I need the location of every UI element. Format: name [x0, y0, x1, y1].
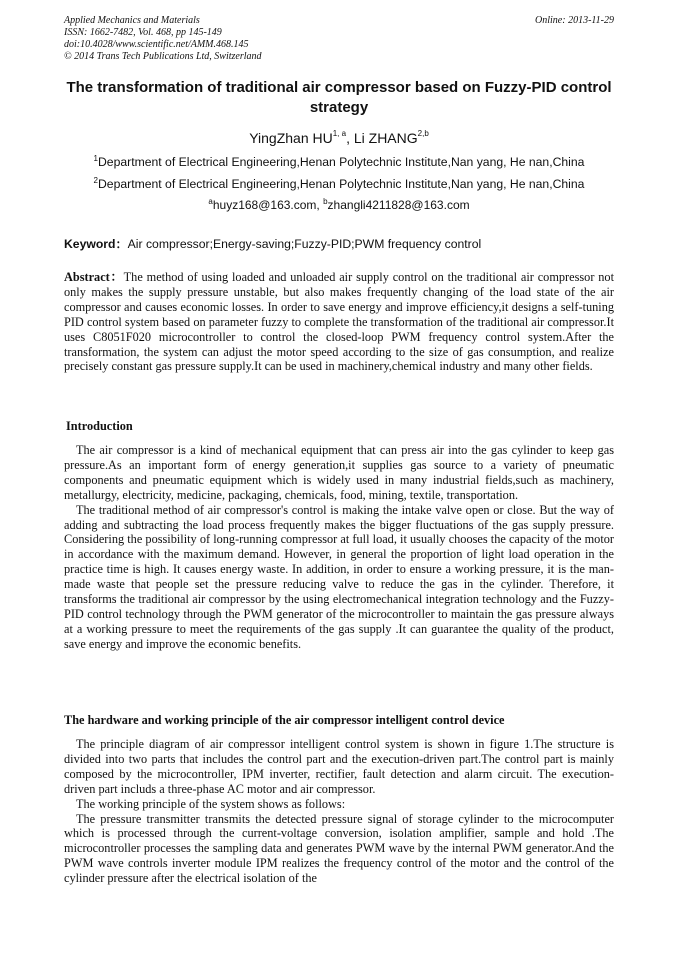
affiliation-1-text: Department of Electrical Engineering,Henan Polytechnic Institute,Nan yang, He nan,China	[98, 155, 585, 169]
affiliation-1	[64, 155, 614, 169]
abstract	[64, 270, 614, 374]
hardware-paragraph-3: The pressure transmitter transmits the detected pressure signal of storage cylinder to the microcomputer which is processed through the current-voltage conversion, isolation amplifier, sample and hold .The microcontroller processes the sampling data and generates PWM wave by the internal PWM generator.And the PWM wave controls inverter module IPM realizes the frequency control of the motor and the control of the cylinder pressure after the electrical isolation of the	[64, 811, 614, 886]
affiliation-2-num: 2	[93, 176, 98, 185]
hardware-body	[64, 737, 614, 886]
abstract-label: Abstract：	[64, 270, 124, 284]
keywords-text: Air compressor;Energy-saving;Fuzzy-PID;PWM frequency control	[127, 237, 482, 251]
email-b[interactable]: zhangli4211828@163.com	[327, 198, 470, 212]
introduction-heading: Introduction	[66, 419, 133, 433]
intro-paragraph-1: The air compressor is a kind of mechanical equipment that can press air into the gas cylinder to keep gas pressure.As an important form of energy generation,it supplies gas source to a variety of pneumatic components and pneumatic equipment which is widely used in many industrial fields,such as machinery, metallurgy, electricity, medicine, packaging, chemicals, food, mining, textile, transportation.	[64, 443, 614, 502]
journal-info	[64, 15, 262, 63]
online-date: Online: 2013-11-29	[535, 15, 614, 26]
journal-name: Applied Mechanics and Materials	[64, 15, 200, 26]
author-separator: ,	[346, 130, 354, 146]
hardware-heading: The hardware and working principle of the air compressor intelligent control device	[64, 713, 505, 727]
author-2-name: Li ZHANG	[353, 130, 418, 146]
journal-doi[interactable]: doi:10.4028/www.scientific.net/AMM.468.145	[64, 39, 249, 50]
journal-copyright: © 2014 Trans Tech Publications Ltd, Switzerland	[64, 51, 262, 62]
affiliation-2	[64, 177, 614, 191]
paper-title: The transformation of traditional air compressor based on Fuzzy-PID control strategy	[66, 79, 612, 116]
author-line	[64, 130, 614, 146]
email-separator: ,	[316, 198, 324, 212]
introduction-body	[64, 443, 614, 652]
affiliation-2-text: Department of Electrical Engineering,Henan Polytechnic Institute,Nan yang, He nan,China	[98, 177, 585, 191]
keywords-label: Keyword：	[64, 237, 128, 251]
email-b-sup: b	[323, 197, 328, 206]
email-a-sup: a	[208, 197, 213, 206]
email-a[interactable]: huyz168@163.com	[212, 198, 317, 212]
abstract-text: The method of using loaded and unloaded air supply control on the traditional air compressor not only makes the supply pressure unstable, but also makes frequently changing of the load state of the air compressor and causes economic losses. In order to save energy and improve efficiency,it designs a self-tuning PID control system based on parameter fuzzy to complete the transformation of the traditional air compressor.It uses C8051F020 microcontroller to control the closed-loop PWM frequency control system.After the transformation, the system can adjust the motor speed according to the size of gas consumption, and realize precisely constant gas pressure supply.It can be used in machinery,chemical industry and many other fields.	[64, 270, 614, 374]
author-1-sup: 1, a	[332, 129, 347, 138]
keywords	[64, 235, 481, 252]
journal-issn: ISSN: 1662-7482, Vol. 468, pp 145-149	[64, 27, 222, 38]
abstract-paragraph	[64, 270, 614, 374]
author-1-name: YingZhan HU	[249, 130, 333, 146]
hardware-paragraph-1: The principle diagram of air compressor intelligent control system is shown in figure 1.The structure is divided into two parts that includes the control part and the execution-driven part.The control part is mainly composed by the microcontroller, IPM inverter, rectifier, fault detection and alarm circuit. The execution-driven part includs a three-phase AC motor and air compressor.	[64, 737, 614, 796]
intro-paragraph-2: The traditional method of air compressor's control is making the intake valve open or close. But the way of adding and subtracting the load process frequently makes the bigger fluctuations of the gas supply pressure. Considering the possibility of long-running compressor at full load, it usually chooses the capacity of the motor in accordance with the maximum demand. However, in general the proportion of light load operation in the practice time is high. It causes energy waste. In addition, in order to ensure a working pressure, it is the man-made waste that people set the pressure reducing valve to reduce the gas in the cylinder. Therefore, it transforms the traditional air compressor by the using electromechanical integration technology and the Fuzzy-PID control technology through the PWM generator of the microcontroller to maintain the gas pressure always at a working pressure to meet the requirements of the gas supply .It can guarantee the quality of the product, save energy and improve the economic benefits.	[64, 502, 614, 651]
email-line	[64, 198, 614, 212]
affiliation-1-num: 1	[93, 154, 98, 163]
hardware-paragraph-2: The working principle of the system shows as follows:	[76, 796, 346, 811]
author-2-sup: 2,b	[417, 129, 429, 138]
